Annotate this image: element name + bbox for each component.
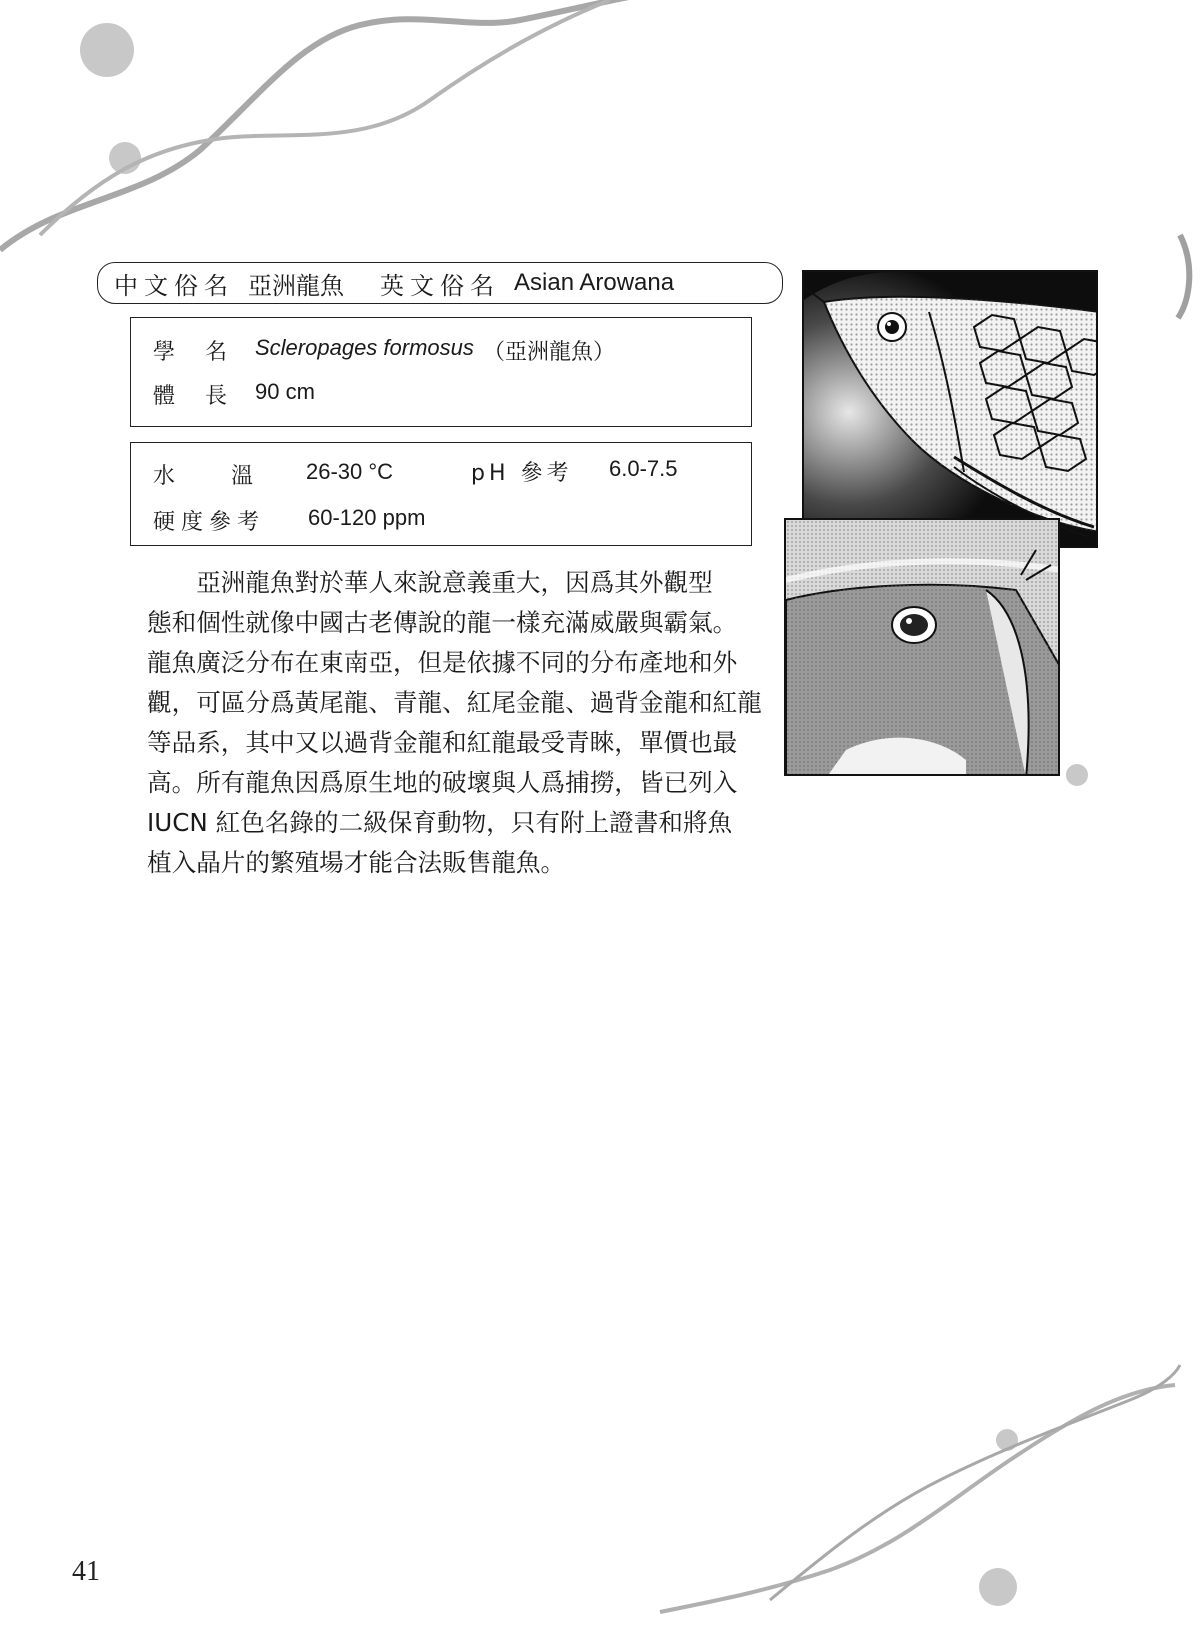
chinese-common-name-label: 中文俗名 (114, 271, 234, 300)
paragraph-line: 等品系，其中又以過背金龍和紅龍最受青睞，單價也最 (147, 728, 738, 757)
decorative-dot (979, 1568, 1017, 1606)
temperature: 26-30 °C (306, 459, 394, 484)
description-paragraph (147, 563, 762, 883)
arowana-head-illustration-panel (784, 518, 1060, 776)
wave-line (40, 0, 610, 235)
english-common-name-label: 英文俗名 (380, 271, 500, 300)
arowana-head-illustration (786, 520, 1060, 776)
decorative-dot (1066, 764, 1088, 786)
decorative-dot (996, 1429, 1018, 1451)
scientific-name: Scleropages formosus (255, 335, 474, 360)
temperature-label: 水 溫 (153, 464, 258, 489)
body-length: 90 cm (255, 379, 315, 404)
hardness-label: 硬度參考 (153, 510, 266, 535)
wave-line (660, 1385, 1175, 1612)
page-number: 41 (72, 1556, 100, 1587)
water-parameters-box (130, 442, 752, 546)
wave-line (0, 0, 640, 250)
arowana-body-illustration (804, 272, 1098, 548)
decorative-dot (80, 23, 134, 77)
paragraph-line: 態和個性就像中國古老傳說的龍一樣充滿威嚴與霸氣。 (147, 608, 738, 637)
common-name-bar (97, 262, 783, 304)
ph-value: 6.0-7.5 (609, 456, 678, 481)
body-length-label: 體 長 (153, 384, 232, 409)
chinese-common-name: 亞洲龍魚 (248, 271, 344, 300)
paragraph-line: 植入晶片的繁殖場才能合法販售龍魚。 (147, 848, 566, 877)
arowana-illustration-panel (802, 270, 1098, 548)
ph-label: pH 參考 (471, 461, 573, 486)
decorative-dot (109, 142, 141, 174)
paragraph-line: IUCN 紅色名錄的二級保育動物，只有附上證書和將魚 (147, 808, 733, 837)
scientific-name-label: 學 名 (153, 340, 232, 365)
paragraph-line: 觀，可區分爲黃尾龍、青龍、紅尾金龍、過背金龍和紅龍 (147, 688, 762, 717)
wave-line (1178, 235, 1189, 318)
hardness: 60-120 ppm (308, 505, 426, 530)
paragraph-line: 亞洲龍魚對於華人來說意義重大，因爲其外觀型 (147, 568, 713, 597)
scientific-name-note: （亞洲龍魚） (483, 340, 616, 365)
paragraph-line: 高。所有龍魚因爲原生地的破壞與人爲捕撈，皆已列入 (147, 768, 738, 797)
species-info-box (130, 317, 752, 427)
paragraph-line: 龍魚廣泛分布在東南亞，但是依據不同的分布產地和外 (147, 648, 738, 677)
english-common-name: Asian Arowana (514, 269, 675, 296)
wave-line (770, 1365, 1180, 1600)
